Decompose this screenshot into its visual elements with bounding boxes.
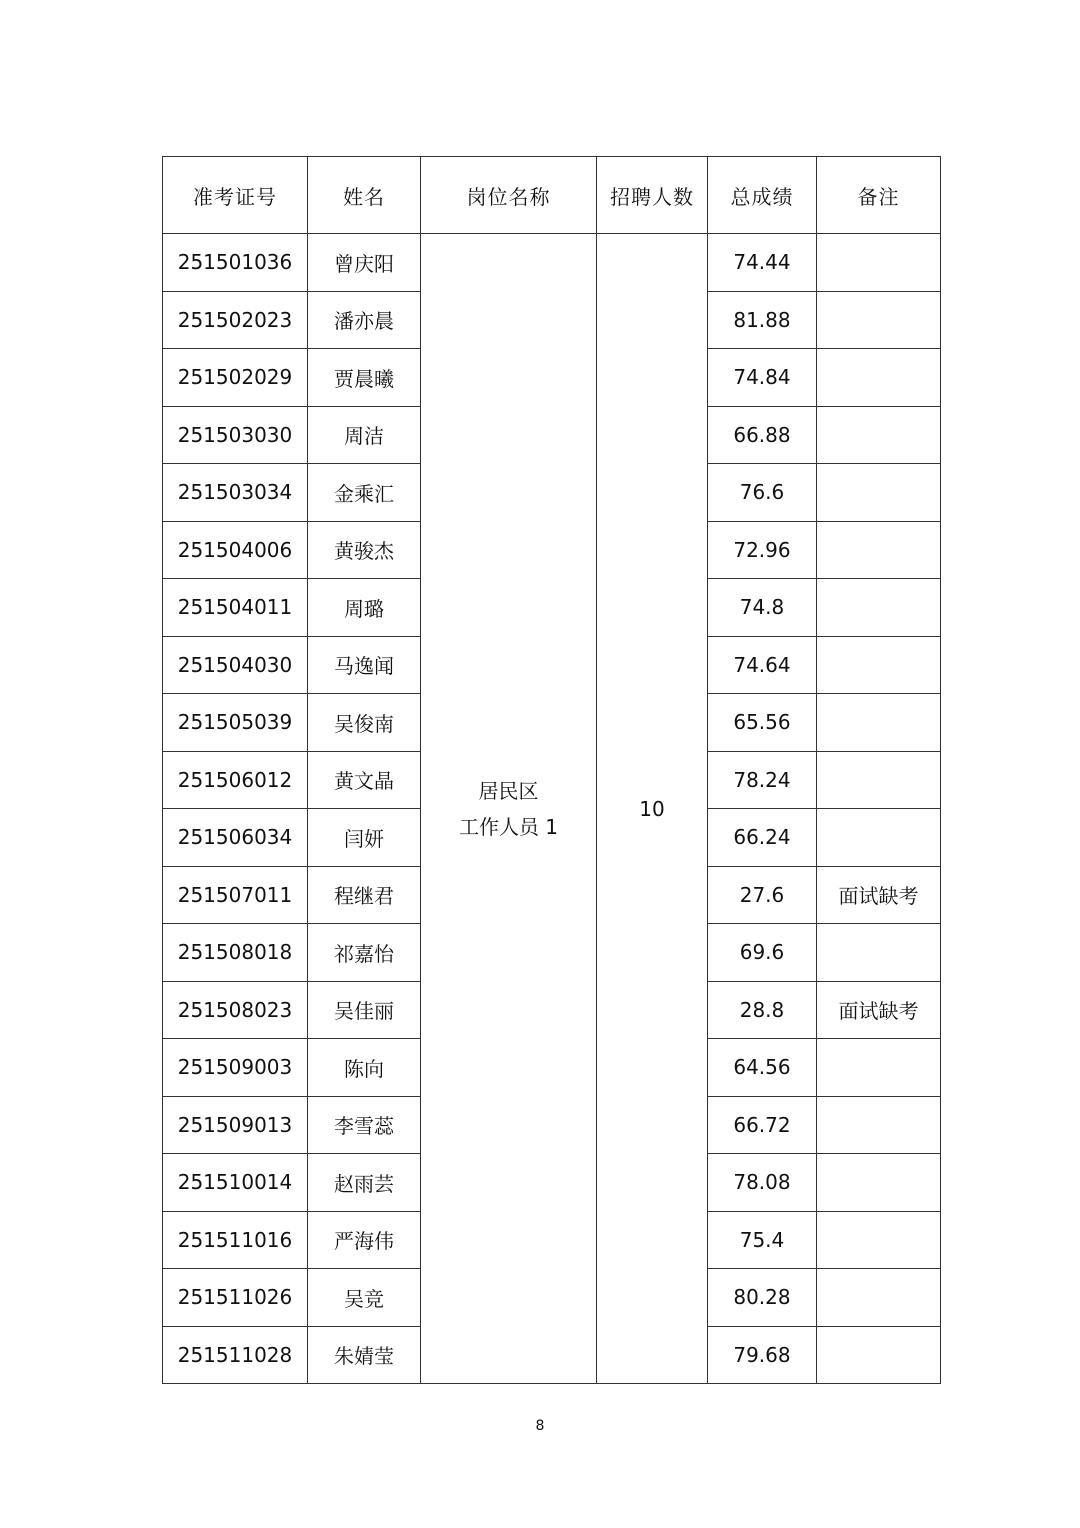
cell-name: 吴竞 xyxy=(308,1269,421,1327)
cell-id: 251503030 xyxy=(163,406,308,464)
cell-score: 78.08 xyxy=(708,1154,817,1212)
position-line-2: 工作人员 1 xyxy=(458,814,559,839)
cell-name: 李雪蕊 xyxy=(308,1096,421,1154)
cell-name: 陈向 xyxy=(308,1039,421,1097)
cell-name: 闫妍 xyxy=(308,809,421,867)
cell-id: 251503034 xyxy=(163,464,308,522)
cell-id: 251506034 xyxy=(163,809,308,867)
cell-id: 251501036 xyxy=(163,234,308,292)
cell-id: 251506012 xyxy=(163,751,308,809)
cell-remark xyxy=(817,924,941,982)
cell-quota: 10 xyxy=(597,234,708,1384)
cell-score: 74.84 xyxy=(708,349,817,407)
cell-id: 251509013 xyxy=(163,1096,308,1154)
table-body xyxy=(163,234,941,1384)
cell-name: 曾庆阳 xyxy=(308,234,421,292)
header-name: 姓名 xyxy=(308,157,421,234)
cell-score: 75.4 xyxy=(708,1211,817,1269)
position-line-1: 居民区 xyxy=(478,778,539,803)
cell-name: 赵雨芸 xyxy=(308,1154,421,1212)
cell-id: 251504030 xyxy=(163,636,308,694)
cell-remark xyxy=(817,1154,941,1212)
cell-id: 251507011 xyxy=(163,866,308,924)
cell-position xyxy=(421,234,597,1384)
cell-score: 76.6 xyxy=(708,464,817,522)
cell-remark xyxy=(817,234,941,292)
cell-score: 79.68 xyxy=(708,1326,817,1384)
cell-remark xyxy=(817,1096,941,1154)
cell-name: 周洁 xyxy=(308,406,421,464)
cell-id: 251505039 xyxy=(163,694,308,752)
header-position: 岗位名称 xyxy=(421,157,597,234)
cell-name: 贾晨曦 xyxy=(308,349,421,407)
cell-score: 74.64 xyxy=(708,636,817,694)
cell-name: 吴佳丽 xyxy=(308,981,421,1039)
cell-score: 72.96 xyxy=(708,521,817,579)
cell-name: 严海伟 xyxy=(308,1211,421,1269)
cell-score: 66.24 xyxy=(708,809,817,867)
cell-remark: 面试缺考 xyxy=(817,981,941,1039)
cell-name: 周璐 xyxy=(308,579,421,637)
cell-score: 69.6 xyxy=(708,924,817,982)
cell-name: 程继君 xyxy=(308,866,421,924)
cell-id: 251508018 xyxy=(163,924,308,982)
cell-id: 251509003 xyxy=(163,1039,308,1097)
cell-name: 黄骏杰 xyxy=(308,521,421,579)
cell-name: 吴俊南 xyxy=(308,694,421,752)
cell-id: 251511016 xyxy=(163,1211,308,1269)
cell-name: 潘亦晨 xyxy=(308,291,421,349)
cell-name: 朱婧莹 xyxy=(308,1326,421,1384)
cell-id: 251504011 xyxy=(163,579,308,637)
header-row xyxy=(163,157,941,234)
cell-id: 251502029 xyxy=(163,349,308,407)
cell-score: 64.56 xyxy=(708,1039,817,1097)
header-id: 准考证号 xyxy=(163,157,308,234)
cell-name: 马逸闻 xyxy=(308,636,421,694)
page-number: 8 xyxy=(535,1418,545,1434)
header-remark: 备注 xyxy=(817,157,941,234)
table-row xyxy=(163,234,941,292)
cell-remark xyxy=(817,579,941,637)
cell-remark xyxy=(817,809,941,867)
cell-remark: 面试缺考 xyxy=(817,866,941,924)
cell-remark xyxy=(817,291,941,349)
cell-score: 80.28 xyxy=(708,1269,817,1327)
header-score: 总成绩 xyxy=(708,157,817,234)
cell-id: 251502023 xyxy=(163,291,308,349)
cell-id: 251510014 xyxy=(163,1154,308,1212)
cell-score: 74.44 xyxy=(708,234,817,292)
score-table xyxy=(162,156,941,1384)
cell-score: 66.88 xyxy=(708,406,817,464)
cell-remark xyxy=(817,406,941,464)
cell-name: 黄文晶 xyxy=(308,751,421,809)
cell-score: 66.72 xyxy=(708,1096,817,1154)
cell-id: 251504006 xyxy=(163,521,308,579)
cell-remark xyxy=(817,751,941,809)
header-quota: 招聘人数 xyxy=(597,157,708,234)
cell-remark xyxy=(817,1269,941,1327)
cell-name: 祁嘉怡 xyxy=(308,924,421,982)
cell-remark xyxy=(817,464,941,522)
cell-id: 251508023 xyxy=(163,981,308,1039)
cell-score: 65.56 xyxy=(708,694,817,752)
cell-name: 金乘汇 xyxy=(308,464,421,522)
cell-score: 74.8 xyxy=(708,579,817,637)
cell-remark xyxy=(817,636,941,694)
cell-remark xyxy=(817,521,941,579)
cell-remark xyxy=(817,349,941,407)
cell-score: 78.24 xyxy=(708,751,817,809)
cell-id: 251511026 xyxy=(163,1269,308,1327)
cell-remark xyxy=(817,1039,941,1097)
cell-remark xyxy=(817,1211,941,1269)
cell-score: 81.88 xyxy=(708,291,817,349)
cell-score: 27.6 xyxy=(708,866,817,924)
cell-score: 28.8 xyxy=(708,981,817,1039)
cell-remark xyxy=(817,1326,941,1384)
cell-remark xyxy=(817,694,941,752)
cell-id: 251511028 xyxy=(163,1326,308,1384)
